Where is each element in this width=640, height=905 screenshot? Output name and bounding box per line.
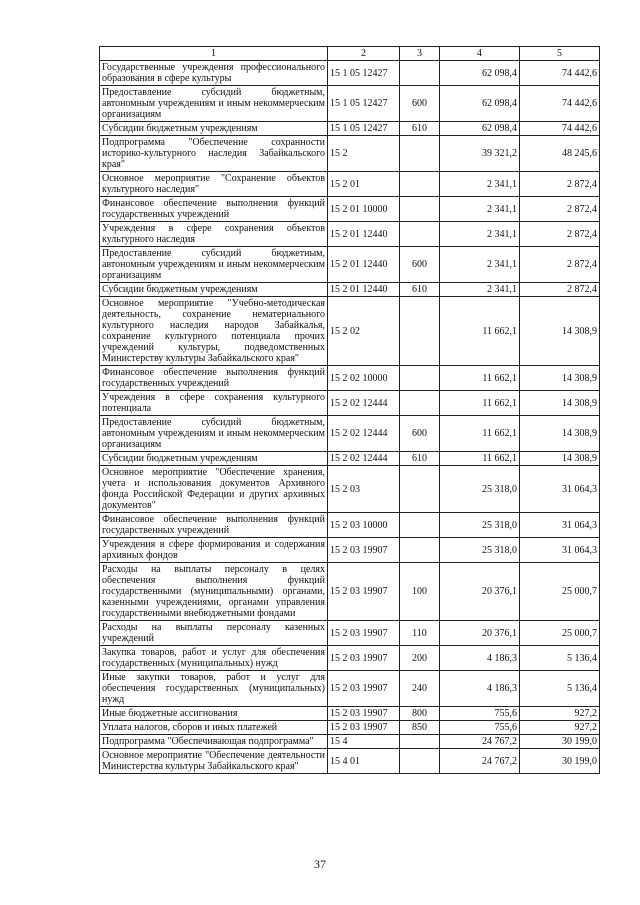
row-value-2-cell: 14 308,9 xyxy=(520,366,600,391)
row-value-2-cell: 2 872,4 xyxy=(520,172,600,197)
row-expense-type-cell xyxy=(400,366,440,391)
row-value-2-cell: 2 872,4 xyxy=(520,197,600,222)
table-row xyxy=(100,707,600,721)
row-value-1-cell: 2 341,1 xyxy=(440,172,520,197)
row-value-1-cell: 2 341,1 xyxy=(440,283,520,297)
row-name-cell: Учреждения в сфере сохранения объектов культурного наследия xyxy=(100,222,328,247)
row-expense-type-cell: 600 xyxy=(400,247,440,283)
row-code-cell: 15 2 03 19907 xyxy=(328,671,400,707)
table-row xyxy=(100,136,600,172)
row-name-cell: Субсидии бюджетным учреждениям xyxy=(100,122,328,136)
row-expense-type-cell: 610 xyxy=(400,452,440,466)
row-name-cell: Субсидии бюджетным учреждениям xyxy=(100,283,328,297)
table-row xyxy=(100,646,600,671)
row-expense-type-cell xyxy=(400,222,440,247)
row-name-cell: Финансовое обеспечение выполнения функций государственных учреждений xyxy=(100,197,328,222)
table-row xyxy=(100,749,600,774)
table-row xyxy=(100,297,600,366)
row-name-cell: Иные закупки товаров, работ и услуг для обеспечения государственных (муниципальных) нужд xyxy=(100,671,328,707)
row-value-2-cell: 14 308,9 xyxy=(520,297,600,366)
table-row xyxy=(100,366,600,391)
row-value-1-cell: 2 341,1 xyxy=(440,197,520,222)
row-expense-type-cell xyxy=(400,61,440,86)
row-value-2-cell: 31 064,3 xyxy=(520,513,600,538)
row-value-2-cell: 14 308,9 xyxy=(520,416,600,452)
table-row xyxy=(100,197,600,222)
row-value-2-cell: 5 136,4 xyxy=(520,646,600,671)
row-name-cell: Предоставление субсидий бюджетным, автономным учреждениям и иным некоммерческим организациям xyxy=(100,416,328,452)
table-row xyxy=(100,283,600,297)
row-value-2-cell: 48 245,6 xyxy=(520,136,600,172)
row-value-2-cell: 927,2 xyxy=(520,707,600,721)
row-code-cell: 15 2 02 12444 xyxy=(328,391,400,416)
row-name-cell: Подпрограмма "Обеспечивающая подпрограмма" xyxy=(100,735,328,749)
row-value-1-cell: 62 098,4 xyxy=(440,61,520,86)
row-value-2-cell: 14 308,9 xyxy=(520,452,600,466)
row-name-cell: Иные бюджетные ассигнования xyxy=(100,707,328,721)
row-value-2-cell: 74 442,6 xyxy=(520,61,600,86)
row-name-cell: Учреждения в сфере формирования и содержания архивных фондов xyxy=(100,538,328,563)
table-row xyxy=(100,416,600,452)
row-value-2-cell: 927,2 xyxy=(520,721,600,735)
row-name-cell: Учреждения в сфере сохранения культурного потенциала xyxy=(100,391,328,416)
row-value-1-cell: 20 376,1 xyxy=(440,563,520,621)
header-cell: 1 xyxy=(100,47,328,61)
row-code-cell: 15 4 xyxy=(328,735,400,749)
row-code-cell: 15 2 02 xyxy=(328,297,400,366)
row-value-1-cell: 11 662,1 xyxy=(440,297,520,366)
row-code-cell: 15 2 01 12440 xyxy=(328,283,400,297)
row-value-2-cell: 30 199,0 xyxy=(520,735,600,749)
row-expense-type-cell: 100 xyxy=(400,563,440,621)
row-code-cell: 15 2 03 19907 xyxy=(328,621,400,646)
row-code-cell: 15 2 03 10000 xyxy=(328,513,400,538)
row-code-cell: 15 2 01 10000 xyxy=(328,197,400,222)
row-value-2-cell: 25 000,7 xyxy=(520,621,600,646)
row-code-cell: 15 2 03 19907 xyxy=(328,538,400,563)
row-value-1-cell: 2 341,1 xyxy=(440,222,520,247)
row-expense-type-cell xyxy=(400,197,440,222)
row-value-1-cell: 25 318,0 xyxy=(440,466,520,513)
header-cell: 2 xyxy=(328,47,400,61)
row-value-2-cell: 2 872,4 xyxy=(520,222,600,247)
table-row xyxy=(100,735,600,749)
table-row xyxy=(100,513,600,538)
table-row xyxy=(100,391,600,416)
row-name-cell: Государственные учреждения профессионального образования в сфере культуры xyxy=(100,61,328,86)
row-name-cell: Предоставление субсидий бюджетным, автономным учреждениям и иным некоммерческим организациям xyxy=(100,247,328,283)
page-number: 37 xyxy=(314,857,326,871)
table-row xyxy=(100,538,600,563)
budget-table xyxy=(99,46,600,774)
row-expense-type-cell xyxy=(400,466,440,513)
row-expense-type-cell xyxy=(400,538,440,563)
row-code-cell: 15 2 03 19907 xyxy=(328,563,400,621)
row-code-cell: 15 2 01 12440 xyxy=(328,247,400,283)
row-name-cell: Субсидии бюджетным учреждениям xyxy=(100,452,328,466)
row-code-cell: 15 2 02 12444 xyxy=(328,416,400,452)
row-value-2-cell: 74 442,6 xyxy=(520,86,600,122)
row-name-cell: Закупка товаров, работ и услуг для обеспечения государственных (муниципальных) нужд xyxy=(100,646,328,671)
row-expense-type-cell xyxy=(400,391,440,416)
table-row xyxy=(100,621,600,646)
row-value-1-cell: 25 318,0 xyxy=(440,538,520,563)
row-value-1-cell: 62 098,4 xyxy=(440,122,520,136)
row-expense-type-cell: 110 xyxy=(400,621,440,646)
row-name-cell: Основное мероприятие "Обеспечение деятельности Министерства культуры Забайкальского края" xyxy=(100,749,328,774)
row-expense-type-cell xyxy=(400,749,440,774)
table-row xyxy=(100,172,600,197)
row-value-1-cell: 11 662,1 xyxy=(440,391,520,416)
row-code-cell: 15 2 01 xyxy=(328,172,400,197)
row-name-cell: Подпрограмма "Обеспечение сохранности историко-культурного наследия Забайкальского края" xyxy=(100,136,328,172)
table-header-row xyxy=(100,47,600,61)
table-row xyxy=(100,86,600,122)
row-expense-type-cell: 600 xyxy=(400,416,440,452)
row-code-cell: 15 2 03 19907 xyxy=(328,707,400,721)
row-value-2-cell: 30 199,0 xyxy=(520,749,600,774)
row-code-cell: 15 2 01 12440 xyxy=(328,222,400,247)
row-value-1-cell: 2 341,1 xyxy=(440,247,520,283)
row-value-1-cell: 24 767,2 xyxy=(440,749,520,774)
row-name-cell: Основное мероприятие "Обеспечение хранения, учета и использования документов Архивного фонда Российской Федерации и других архивных документов" xyxy=(100,466,328,513)
table-row xyxy=(100,671,600,707)
row-value-1-cell: 4 186,3 xyxy=(440,671,520,707)
row-expense-type-cell xyxy=(400,136,440,172)
table-row xyxy=(100,466,600,513)
table-row xyxy=(100,247,600,283)
row-code-cell: 15 1 05 12427 xyxy=(328,86,400,122)
table-row xyxy=(100,61,600,86)
row-expense-type-cell: 600 xyxy=(400,86,440,122)
row-code-cell: 15 2 xyxy=(328,136,400,172)
row-expense-type-cell: 850 xyxy=(400,721,440,735)
row-value-1-cell: 4 186,3 xyxy=(440,646,520,671)
row-expense-type-cell: 610 xyxy=(400,283,440,297)
row-name-cell: Финансовое обеспечение выполнения функций государственных учреждений xyxy=(100,366,328,391)
row-code-cell: 15 1 05 12427 xyxy=(328,61,400,86)
row-expense-type-cell xyxy=(400,735,440,749)
row-expense-type-cell: 610 xyxy=(400,122,440,136)
row-value-1-cell: 20 376,1 xyxy=(440,621,520,646)
row-value-2-cell: 31 064,3 xyxy=(520,466,600,513)
header-cell: 5 xyxy=(520,47,600,61)
row-code-cell: 15 2 03 19907 xyxy=(328,646,400,671)
row-value-2-cell: 74 442,6 xyxy=(520,122,600,136)
row-expense-type-cell xyxy=(400,297,440,366)
row-code-cell: 15 4 01 xyxy=(328,749,400,774)
row-value-1-cell: 11 662,1 xyxy=(440,452,520,466)
row-code-cell: 15 2 03 19907 xyxy=(328,721,400,735)
row-name-cell: Основное мероприятие "Учебно-методическая деятельность, сохранение нематериального культурного наследия народов Забайкалья, сохранение культурного потенциала прочих учреждений культуры, подведомственных Министерству культуры Забайкальского края" xyxy=(100,297,328,366)
row-value-1-cell: 62 098,4 xyxy=(440,86,520,122)
row-name-cell: Уплата налогов, сборов и иных платежей xyxy=(100,721,328,735)
row-value-1-cell: 24 767,2 xyxy=(440,735,520,749)
table-row xyxy=(100,721,600,735)
row-name-cell: Расходы на выплаты персоналу в целях обеспечения выполнения функций государственными (муниципальными) органами, казенными учреждениями, органами управления государственными внебюджетными фондами xyxy=(100,563,328,621)
row-name-cell: Расходы на выплаты персоналу казенных учреждений xyxy=(100,621,328,646)
row-value-2-cell: 31 064,3 xyxy=(520,538,600,563)
row-name-cell: Финансовое обеспечение выполнения функций государственных учреждений xyxy=(100,513,328,538)
row-code-cell: 15 2 03 xyxy=(328,466,400,513)
row-expense-type-cell: 240 xyxy=(400,671,440,707)
row-value-1-cell: 11 662,1 xyxy=(440,366,520,391)
header-cell: 3 xyxy=(400,47,440,61)
table-row xyxy=(100,563,600,621)
row-value-2-cell: 2 872,4 xyxy=(520,247,600,283)
row-code-cell: 15 2 02 10000 xyxy=(328,366,400,391)
header-cell: 4 xyxy=(440,47,520,61)
table-row xyxy=(100,222,600,247)
row-value-2-cell: 25 000,7 xyxy=(520,563,600,621)
row-value-1-cell: 755,6 xyxy=(440,721,520,735)
row-code-cell: 15 2 02 12444 xyxy=(328,452,400,466)
row-expense-type-cell: 800 xyxy=(400,707,440,721)
table-row xyxy=(100,122,600,136)
row-value-2-cell: 14 308,9 xyxy=(520,391,600,416)
row-value-1-cell: 39 321,2 xyxy=(440,136,520,172)
table-row xyxy=(100,452,600,466)
row-expense-type-cell xyxy=(400,513,440,538)
row-value-1-cell: 755,6 xyxy=(440,707,520,721)
row-name-cell: Предоставление субсидий бюджетным, автономным учреждениям и иным некоммерческим организациям xyxy=(100,86,328,122)
row-value-1-cell: 11 662,1 xyxy=(440,416,520,452)
row-value-2-cell: 2 872,4 xyxy=(520,283,600,297)
row-value-2-cell: 5 136,4 xyxy=(520,671,600,707)
row-code-cell: 15 1 05 12427 xyxy=(328,122,400,136)
row-expense-type-cell xyxy=(400,172,440,197)
row-expense-type-cell: 200 xyxy=(400,646,440,671)
row-value-1-cell: 25 318,0 xyxy=(440,513,520,538)
row-name-cell: Основное мероприятие "Сохранение объектов культурного наследия" xyxy=(100,172,328,197)
budget-table-body xyxy=(100,47,600,774)
